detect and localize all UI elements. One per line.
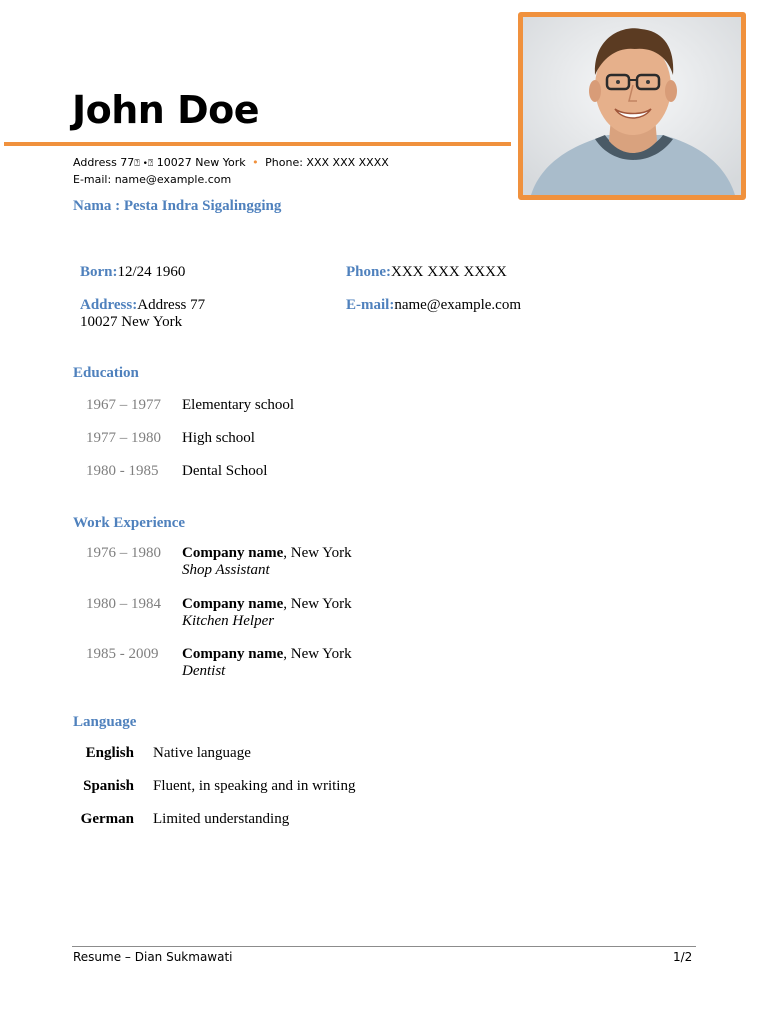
header-divider xyxy=(4,142,511,146)
education-item xyxy=(86,430,161,447)
resume-name: John Doe xyxy=(72,88,260,132)
contact-city: 10027 New York xyxy=(156,156,246,169)
work-item xyxy=(182,646,352,680)
email-row xyxy=(346,297,521,314)
address-value: Address 77 xyxy=(137,297,206,313)
work-heading: Work Experience xyxy=(73,515,186,531)
nama-line: Nama : Pesta Indra Sigalingging xyxy=(73,198,282,214)
contact-phone: Phone: XXX XXX XXXX xyxy=(265,156,389,169)
language-level: Fluent, in speaking and in writing xyxy=(153,778,356,794)
profile-photo xyxy=(518,12,746,200)
language-heading: Language xyxy=(73,714,137,730)
language-level: Limited understanding xyxy=(153,811,290,827)
address-city: 10027 New York xyxy=(80,314,183,330)
education-heading: Education xyxy=(73,365,139,381)
work-years: 1980 – 1984 xyxy=(86,596,161,612)
language-name: English xyxy=(85,745,134,761)
work-role: Kitchen Helper xyxy=(182,613,275,629)
email-label: E-mail: xyxy=(346,297,395,313)
language-level: Native language xyxy=(153,745,251,761)
contact-block xyxy=(73,155,389,187)
work-location: , New York xyxy=(283,545,352,561)
address-label: Address: xyxy=(80,297,138,313)
work-location: , New York xyxy=(283,646,352,662)
work-company: Company name xyxy=(182,646,284,662)
education-school: High school xyxy=(182,430,255,446)
portrait-image xyxy=(523,17,741,195)
education-school: Elementary school xyxy=(182,397,295,413)
language-name: Spanish xyxy=(83,778,134,794)
born-label: Born: xyxy=(80,264,118,280)
education-item xyxy=(86,463,159,480)
work-location: , New York xyxy=(283,596,352,612)
contact-address-separator: ⍰ •⍰ xyxy=(134,159,154,169)
contact-email: E-mail: name@example.com xyxy=(73,173,232,186)
work-item xyxy=(182,596,352,630)
footer-divider xyxy=(72,946,696,947)
education-school: Dental School xyxy=(182,463,268,479)
phone-label: Phone: xyxy=(346,264,391,280)
work-item xyxy=(182,545,352,579)
footer-title: Resume – Dian Sukmawati xyxy=(73,950,233,964)
work-company: Company name xyxy=(182,545,284,561)
work-years: 1985 - 2009 xyxy=(86,646,159,662)
phone-value: XXX XXX XXXX xyxy=(391,264,507,280)
language-name: German xyxy=(80,811,134,827)
page-number: 1/2 xyxy=(673,950,693,964)
contact-address: Address 77 xyxy=(73,156,135,169)
education-years: 1967 – 1977 xyxy=(86,397,161,413)
email-value: name@example.com xyxy=(394,297,522,313)
work-role: Dentist xyxy=(182,663,226,679)
education-years: 1977 – 1980 xyxy=(86,430,161,446)
education-years: 1980 - 1985 xyxy=(86,463,159,479)
work-company: Company name xyxy=(182,596,284,612)
address-row xyxy=(80,297,205,331)
phone-row xyxy=(346,264,507,281)
born-row xyxy=(80,264,185,281)
work-years: 1976 – 1980 xyxy=(86,545,161,561)
born-value: 12/24 1960 xyxy=(117,264,186,280)
contact-line-1 xyxy=(73,155,389,172)
education-item xyxy=(86,397,161,414)
work-role: Shop Assistant xyxy=(182,562,270,578)
contact-bullet: • xyxy=(252,156,259,169)
